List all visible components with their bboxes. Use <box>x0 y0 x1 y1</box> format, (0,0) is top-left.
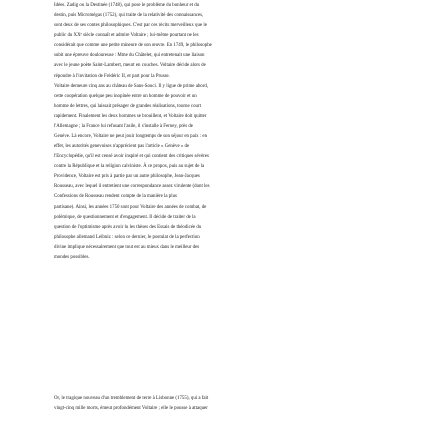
text-line: polémique, de questionnement et d'engagement. Il décide de traiter de la <box>54 214 196 220</box>
text-line: avec le jeune poète Saint-Lambert, meurt en couches. Voltaire décide alors de <box>54 63 206 69</box>
text-line: subit une épreuve douloureuse : Mme du Châtelet, qui entretenait une liaison <box>54 53 205 59</box>
text-line: contre la République et la religion calviniste. À ce propos, puis au sujet de la <box>54 164 205 170</box>
text-line: question de l'optimisme après avoir lu les thèses des Essais de théodicée du <box>54 224 202 230</box>
text-line: rapidement. Finalement les deux hommes se brouillent, et Voltaire doit quitter <box>54 113 207 119</box>
text-line: Voltaire demeure cinq ans au château de Sans-Souci. Il y ligue de prime abord, <box>54 83 209 89</box>
main-paragraph <box>54 1 380 263</box>
text-line: l'Allemagne ; la France lui refusant l'asile, il s'installe à Ferney, près de <box>54 123 193 129</box>
text-line: public du XXᵉ siècle connaît et admire Voltaire ; lui-même pourtant ne les <box>54 33 199 39</box>
text-line: divine implique nécessairement que tout est au mieux dans le meilleur des <box>54 244 200 250</box>
text-line: Genève. Là encore, Voltaire ne peut jouir longtemps de son séjour en paix : en <box>54 134 208 140</box>
text-line: considérait que comme une petite mineure de son œuvre. En 1749, le philosophe <box>54 43 212 49</box>
text-line: Confessions de Rousseau rendent compte de la manière la plus <box>54 194 177 200</box>
text-line: destin, puis Micromégas (1752), qui traite de la relativité des connaissances, <box>54 13 204 19</box>
text-line: philosophe allemand Leibniz : selon ce dernier, le postulat de la perfection <box>54 234 200 240</box>
text-line: Rousseau, avec lequel il entretient une correspondance assez virulente (dont les <box>54 184 210 190</box>
text-line: cette coopération quelque peu inopinée entre un homme de pouvoir et un <box>54 93 197 99</box>
following-paragraph <box>54 394 380 414</box>
text-line: sont deux de ses contes philosophiques. C'est par ces récits merveilleux que le <box>54 23 207 29</box>
text-line: Or, le tragique nouveau d'un tremblement de terre à Lisbonne (1755), qui a fait <box>54 396 209 401</box>
text-line: homme de lettres, qui laissait présager de grandes réalisations, tourne court <box>54 103 201 109</box>
text-line: répondre à l'invitation de Frédéric II, et part pour la Prusse. <box>54 73 170 79</box>
text-line: l'Encyclopédie, qu'il est censé avoir inspiré et qui contient des critiques sévères <box>54 154 209 160</box>
text-line: effet, les autorités genevoises n'apprécient pas l'article « Genève » de <box>54 144 190 150</box>
text-line: Providence, Voltaire est pris à partie par un autre philosophe, Jean-Jacques <box>54 174 200 180</box>
text-line: partisane). Ainsi, les années 1750 sont pour Voltaire des années de combat, de <box>54 204 207 210</box>
text-line: Idées. Zadig ou la Destinée (1748), qui pose le problème du bonheur et du <box>54 3 200 8</box>
text-line: mondes possibles. <box>54 254 90 260</box>
text-line: vingt-cinq mille morts, émeut profondément Voltaire ; elle le pousse à attaquer <box>54 406 208 412</box>
